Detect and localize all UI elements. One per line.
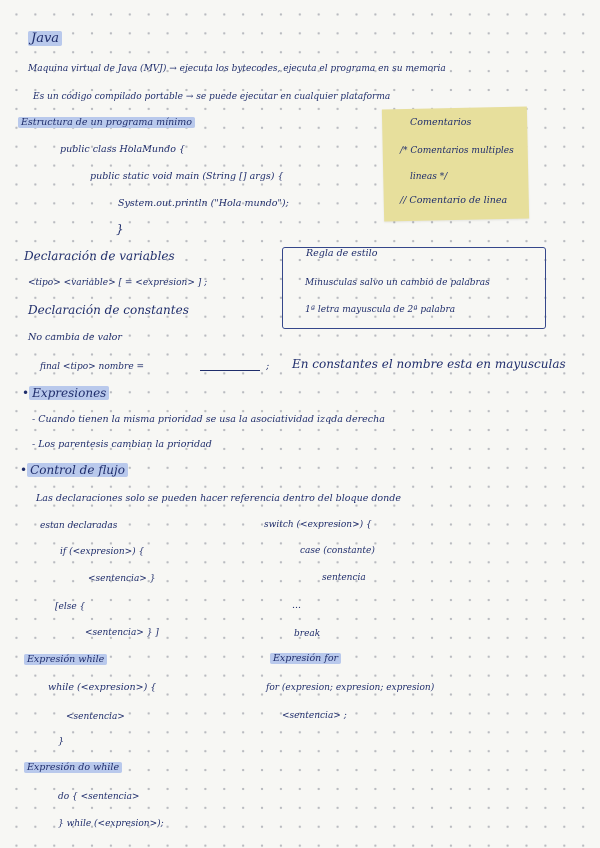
constants-syntax: final <tipo> nombre = [40, 362, 145, 372]
while-heading: Expresión while [24, 653, 107, 667]
code-line-2: public static void main (String [] args) { [90, 171, 284, 182]
structure-heading: Estructura de un programa mínimo [18, 116, 195, 130]
for-line-2: <sentencia> ; [282, 711, 347, 721]
constants-note: No cambia de valor [28, 332, 122, 343]
code-line-1: public class HolaMundo { [60, 144, 186, 155]
for-heading: Expresión for [270, 652, 341, 666]
constants-remark: En constantes el nombre esta en mayusculas [292, 357, 566, 371]
switch-line-4: ... [292, 600, 302, 611]
code-line-3: System.out.println ("Hola mundo"); [118, 198, 289, 209]
expressions-item-1: - Cuando tienen la misma prioridad se usa la asociatividad izqda derecha [32, 414, 385, 425]
while-line-3: } [58, 736, 65, 747]
do-while-line-1: do { <sentencia> [58, 792, 140, 802]
if-line-2: <sentencia> } [88, 574, 156, 584]
expressions-heading: • Expresiones [22, 386, 109, 400]
expressions-item-2: - Los parentesis cambian la prioridad [32, 439, 212, 450]
for-line-1: for (expresion; expresion; expresion) [266, 683, 435, 693]
if-line-4: <sentencia> } ] [85, 628, 159, 638]
constants-heading: Declaración de constantes [28, 303, 189, 317]
intro-line-2: Es un código compilado portable → se puede ejecutar en cualquier plataforma [33, 92, 391, 102]
comments-multi-2: lineas */ [410, 172, 448, 182]
flow-heading: • Control de flujo [20, 463, 128, 477]
constants-semicolon: ; [266, 361, 270, 372]
comments-multi-1: /* Comentarios multiples [400, 146, 514, 156]
blank-line [200, 370, 260, 371]
code-line-4: } [116, 222, 124, 236]
intro-line-1: Maquina virtual de Java (MVJ) → ejecuta los bytecodes, ejecuta el programa en su memoria [28, 64, 446, 74]
flow-desc-2: estan declaradas [40, 521, 118, 531]
while-line-1: while (<expresion>) { [48, 682, 157, 693]
if-line-3: [else { [55, 602, 86, 612]
switch-line-3: sentencia [322, 573, 366, 583]
comments-title: Comentarios [410, 117, 472, 128]
variables-syntax: <tipo> <variable> [ = <expresion> ] ; [28, 278, 208, 288]
flow-desc-1: Las declaraciones solo se pueden hacer referencia dentro del bloque donde [36, 493, 401, 504]
style-rule-line-1: Minusculas salvo un cambio de palabras [305, 278, 490, 288]
do-while-line-2: } while (<expresion>); [58, 819, 164, 829]
comments-single: // Comentario de linea [400, 195, 508, 206]
style-rule-title: Regla de estilo [306, 248, 378, 259]
page-title: Java [28, 32, 62, 46]
style-rule-line-2: 1ª letra mayuscula de 2ª palabra [305, 305, 456, 315]
do-while-heading: Expresión do while [24, 761, 122, 775]
while-line-2: <sentencia> [66, 712, 125, 722]
if-line-1: if (<expresion>) { [60, 547, 145, 557]
variables-heading: Declaración de variables [24, 249, 175, 263]
switch-line-2: case (constante) [300, 546, 375, 556]
switch-line-1: switch (<expresion>) { [264, 520, 372, 530]
switch-line-5: break [294, 629, 321, 639]
